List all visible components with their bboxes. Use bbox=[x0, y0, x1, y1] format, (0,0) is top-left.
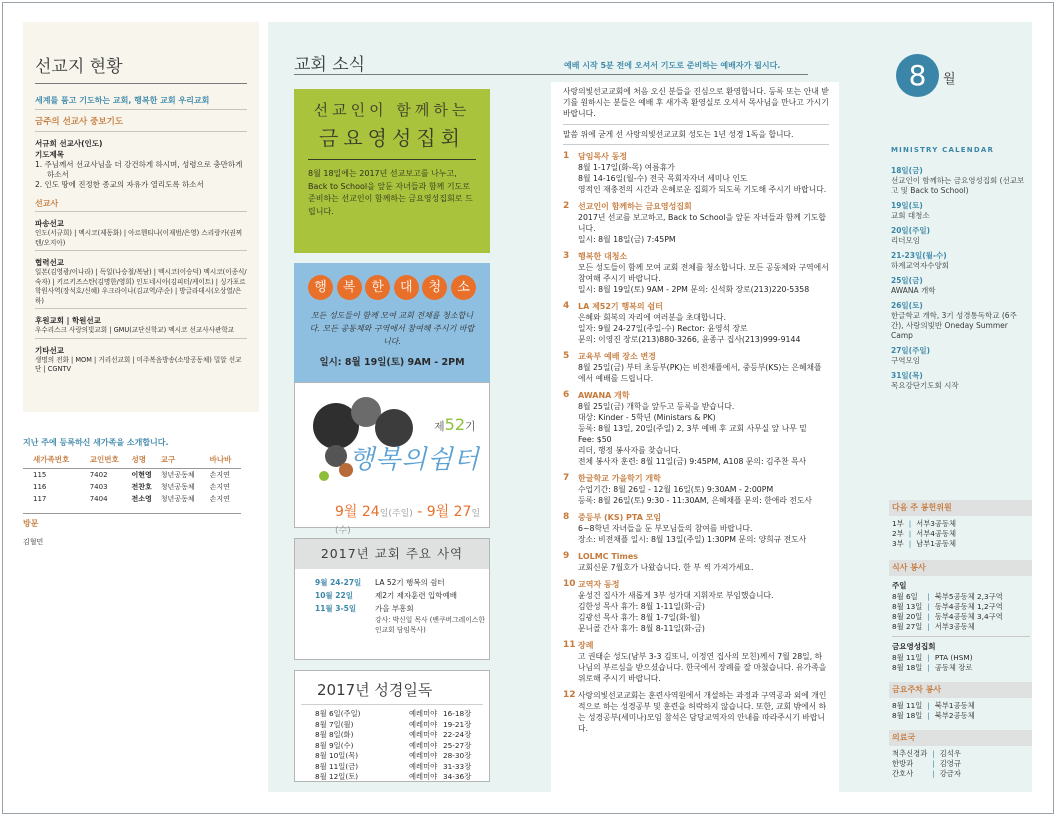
table-cell: 간호사 bbox=[892, 769, 914, 778]
table-cell: 8월 18일 bbox=[892, 711, 923, 720]
welcome-text: 사랑의빛선교교회에 처음 오신 분들을 진심으로 환영합니다. 등록 또는 안내 받기를 원하시는 분들은 예배 후 새가족 환영실로 오셔서 목사님을 만나고 가시기 바랍니다. bbox=[563, 86, 829, 125]
separator: | bbox=[927, 592, 930, 601]
table-cell: 서부4공동체 bbox=[916, 529, 957, 538]
table-cell: 8월 7일(월) bbox=[315, 719, 354, 729]
announcement-body bbox=[578, 390, 829, 467]
table-cell: 서부3공동체 bbox=[934, 622, 975, 631]
table-row bbox=[892, 653, 973, 663]
edition-suffix: 기 bbox=[465, 420, 476, 433]
date-dash: - bbox=[412, 504, 427, 520]
table-cell: 이현영 bbox=[131, 471, 152, 479]
table-row bbox=[315, 762, 471, 773]
month-suffix: 월 bbox=[943, 72, 956, 87]
calendar-event-date: 27일(주일) bbox=[891, 346, 931, 355]
table-cell: 김석우 bbox=[939, 749, 961, 758]
end-day: 일(수) bbox=[335, 509, 481, 536]
offering-table bbox=[892, 519, 956, 549]
medical-title: 의료국 bbox=[889, 730, 1032, 746]
separator: | bbox=[927, 612, 930, 621]
announcement-number: 7 bbox=[563, 473, 570, 483]
event-text: 가을 부흥회 bbox=[375, 604, 414, 613]
heading-char: 행 bbox=[308, 275, 333, 300]
end-date: 9월 27 bbox=[426, 504, 472, 520]
region-name: 후원교회 | 학원선교 bbox=[35, 316, 101, 325]
event-text: 제2기 제자훈련 입학예배 bbox=[375, 591, 457, 600]
separator: | bbox=[908, 529, 912, 538]
announcement-text: 8월 1-17일(화-목) 여름휴가 8월 14-16일(월-수) 전국 목회자자녀 세미나 인도 영적인 재충전의 시간과 은혜로운 집회가 되도록 기도해 주시기 바랍니다. bbox=[578, 163, 827, 194]
table-cell: 동부4공동체 3,4구역 bbox=[934, 612, 1003, 621]
table-cell: 예레미야 bbox=[409, 772, 438, 781]
announcement-text: 윤성건 집사가 새롭게 3부 성가대 지휘자로 부임했습니다. 김한성 목사 휴가: 8월 1-11일(화-금) 김광선 목사 휴가: 8월 1-7일(화-월) 문니콜 간사 휴가: 8월 8-11일(화-금) bbox=[578, 591, 774, 633]
announcement-body bbox=[578, 201, 829, 245]
calendar-label: MINISTRY CALENDAR bbox=[891, 146, 995, 154]
edition-prefix: 제 bbox=[434, 420, 445, 433]
announcement-title: 교역자 동정 bbox=[578, 580, 620, 589]
parking-title: 금요주차 봉사 bbox=[889, 682, 1032, 698]
table-row bbox=[23, 493, 241, 505]
new-family-title: 지난 주에 등록하신 새가족을 소개합니다. bbox=[23, 438, 169, 447]
featured-missionary-name: 서규희 선교사(인도) bbox=[35, 139, 103, 148]
medical-table bbox=[892, 749, 961, 779]
region-items: 생명의 전화 | MOM | 거리선교회 | 미주복음방송(소망공동체) 밀알 선교단 | CGNTV bbox=[35, 355, 242, 373]
table-cell: 7404 bbox=[89, 495, 108, 503]
month-badge: 8 bbox=[896, 54, 939, 97]
announcement-text: 고 권태순 성도(남부 3-3 김또니, 이정연 집사의 모친)께서 7월 28일, 하나님의 부르심을 받으셨습니다. 한국에서 장례를 잘 마쳤습니다. 유가족을 위로해 주시기 바랍니다. bbox=[578, 652, 827, 683]
parking-service bbox=[889, 682, 1032, 725]
announcement-title: 행복한 대청소 bbox=[578, 252, 628, 261]
table-row bbox=[23, 469, 241, 482]
revival-heading-line2: 금요영성집회 bbox=[308, 122, 476, 160]
table-cell: 8월 11일 bbox=[892, 653, 923, 662]
meal-sunday-label: 주일 bbox=[892, 581, 907, 590]
heading-char: 소 bbox=[451, 275, 476, 300]
separator: | bbox=[908, 539, 912, 548]
announcement-text: 2017년 선교를 보고하고, Back to School을 앞둔 자녀들과 함께 기도합니다. 일시: 8월 18일(금) 7:45PM bbox=[578, 213, 826, 244]
announcement-text: 은혜와 회복의 자리에 여러분을 초대합니다. 일자: 9월 24-27일(주일-수) Rector: 윤영석 장로 문의: 이영진 장로(213)880-3266, 윤종구 집사(213)999-9144 bbox=[578, 313, 801, 344]
announcement-item bbox=[563, 690, 829, 734]
featured-missionary-label: 금주의 선교사 중보기도 bbox=[35, 115, 247, 132]
table-row bbox=[315, 576, 489, 589]
separator: | bbox=[932, 759, 935, 768]
table-cell: 손지연 bbox=[209, 483, 230, 491]
prayer-label: 기도제목 bbox=[35, 150, 64, 159]
table-row bbox=[892, 711, 975, 721]
table-row bbox=[892, 539, 956, 549]
region-items: 일본(김영광/이나라) | 독일(나승철/복남) | 멕시코(이승덕) 멕시코(이종식/숙자) | 키르키즈스탄(김명한/영희) 인도네시아(김피터/케이트) | 싱가포르 학원사역(장석호/신혜) 우크라이나(김교역/주순) | 방글라데시(오상열/은하) bbox=[35, 268, 247, 309]
friday-revival-card bbox=[294, 89, 490, 253]
event-note: 강사: 박신일 목사 (밴쿠버그레이스한인교회 담임목사) bbox=[375, 616, 485, 634]
bible-reading-table bbox=[315, 709, 471, 783]
calendar-event-date: 21-23일(월-수) bbox=[891, 251, 947, 260]
table-cell: 1부 bbox=[892, 519, 904, 528]
meal-friday-label: 금요영성집회 bbox=[892, 642, 936, 651]
announcement-body bbox=[578, 151, 829, 195]
prayer-item: 2. 인도 땅에 진정한 종교의 자유가 열리도록 하소서 bbox=[35, 180, 204, 189]
calendar-event-date: 26일(토) bbox=[891, 301, 923, 310]
table-row bbox=[892, 602, 1003, 612]
table-row bbox=[315, 602, 489, 635]
event-date: 11월 3-5일 bbox=[315, 604, 357, 613]
calendar-event bbox=[891, 346, 1029, 366]
announcement-item bbox=[563, 473, 829, 506]
announcement-text: 사랑의빛선교교회는 훈련사역원에서 개설하는 과정과 구역공과 외에 개인적으로 하는 성경공부 및 훈련을 허락하지 않습니다. 또한, 교회 밖에서 하는 성경공부(세미나)모임 참석은 담당교역자의 안내를 따라주시기 바랍니다. bbox=[578, 691, 827, 733]
announcement-number: 11 bbox=[563, 640, 576, 650]
table-row bbox=[315, 751, 471, 762]
mission-title: 선교지 현황 bbox=[35, 22, 247, 84]
start-date: 9월 24 bbox=[335, 504, 380, 520]
announcement-text: 모든 성도들이 함께 모여 교회 전체를 청소합니다. 모든 공동체와 구역에서 참여해 주시기 바랍니다. 일시: 8월 19일(토) 9AM - 2PM 문의: 신석화 장로(213)220-5358 bbox=[578, 263, 829, 294]
table-row bbox=[892, 519, 956, 529]
announcement-body bbox=[578, 640, 829, 684]
announcement-title: 장례 bbox=[578, 641, 594, 650]
table-row bbox=[315, 730, 471, 741]
announcement-text: 8월 25일(금) 개학을 앞두고 등록을 받습니다. 대상: Kinder - 5학년 (Ministars & PK) 등록: 8월 13일, 20일(주일) 2, 3부 예배 후 교회 사무실 앞 나무 밑 Fee: $50 리더, 행정 봉사자를 찾습니다. 전체 봉사자 훈련: 8월 11일(금) 9:45PM, A108 문의: 김주찬 목사 bbox=[578, 402, 807, 466]
table-cell: 7403 bbox=[89, 483, 108, 491]
calendar-event-desc: 구역모임 bbox=[891, 356, 920, 365]
separator: | bbox=[927, 602, 930, 611]
cleaning-date: 일시: 8월 19일(토) 9AM - 2PM bbox=[319, 357, 465, 368]
announcement-title: AWANA 개학 bbox=[578, 391, 630, 400]
heading-char: 복 bbox=[337, 275, 362, 300]
announcement-title: 한글학교 가을학기 개학 bbox=[578, 474, 661, 483]
table-cell: 8월 27일 bbox=[892, 622, 923, 631]
table-cell: 청년공동체 bbox=[160, 495, 195, 503]
announcement-item bbox=[563, 251, 829, 295]
table-row bbox=[892, 592, 1003, 602]
meal-title: 식사 봉사 bbox=[889, 560, 1032, 576]
announcement-body bbox=[578, 251, 829, 295]
table-cell: 7402 bbox=[89, 471, 108, 479]
table-cell: 8월 6일(주일) bbox=[315, 709, 361, 718]
table-cell: 전소영 bbox=[131, 495, 152, 503]
table-cell: 전찬호 bbox=[131, 483, 152, 491]
announcement-number: 12 bbox=[563, 690, 576, 700]
announcement-number: 8 bbox=[563, 512, 570, 522]
table-cell: 북부2공동체 bbox=[934, 711, 975, 720]
table-cell: 예레미야 bbox=[409, 719, 438, 729]
table-cell: 서부3공동체 bbox=[916, 519, 957, 528]
column-header: 바나바 bbox=[210, 454, 241, 469]
separator: | bbox=[927, 653, 930, 662]
heading-char: 한 bbox=[365, 275, 390, 300]
table-row bbox=[892, 612, 1003, 622]
new-family-table bbox=[23, 454, 241, 505]
visit-label: 방문 bbox=[23, 513, 241, 529]
table-cell: 8월 11일 bbox=[892, 701, 923, 710]
table-cell: 예레미야 bbox=[409, 740, 438, 750]
separator: | bbox=[932, 769, 935, 778]
table-cell: 김영규 bbox=[939, 759, 961, 768]
event-date: 9월 24-27일 bbox=[315, 578, 362, 587]
table-cell: 2부 bbox=[892, 529, 904, 538]
table-cell: 8월 20일 bbox=[892, 612, 923, 621]
shelter-logo: 행복의쉼터 bbox=[349, 445, 480, 475]
announcement-title: LA 제52기 행복의 쉼터 bbox=[578, 302, 663, 311]
table-row bbox=[315, 741, 471, 752]
announcement-title: 중등부 (KS) PTA 모임 bbox=[578, 513, 662, 522]
announcement-item bbox=[563, 351, 829, 384]
revival-heading-line1: 선교인이 함께하는 bbox=[313, 101, 471, 119]
table-cell: 34-36장 bbox=[443, 772, 472, 781]
separator: | bbox=[927, 622, 930, 631]
region-name: 협력선교 bbox=[35, 258, 64, 267]
key-ministries-card bbox=[294, 538, 490, 660]
news-title: 교회 소식 bbox=[294, 55, 366, 75]
announcement-item bbox=[563, 579, 829, 634]
news-panel bbox=[268, 22, 1032, 792]
key-ministries-table bbox=[315, 576, 489, 635]
announcement-number: 1 bbox=[563, 151, 570, 161]
announcement-item bbox=[563, 640, 829, 684]
column-header: 성명 bbox=[132, 454, 161, 469]
meal-friday-table bbox=[892, 653, 973, 673]
table-cell: 28-30장 bbox=[443, 751, 472, 760]
announcement-number: 5 bbox=[563, 351, 570, 361]
calendar-event bbox=[891, 251, 1029, 271]
table-cell: 8월 6일 bbox=[892, 592, 918, 601]
table-cell: 116 bbox=[33, 483, 47, 491]
calendar-event-date: 31일(목) bbox=[891, 371, 923, 380]
table-cell: 8월 18일 bbox=[892, 663, 923, 672]
calendar-event-desc: 교회 대청소 bbox=[891, 211, 930, 220]
start-day: 일(주일) bbox=[379, 509, 413, 519]
meal-service bbox=[889, 560, 1032, 677]
bible-reading-card bbox=[294, 670, 490, 782]
table-row bbox=[892, 701, 975, 711]
announcement-title: LOLMC Times bbox=[578, 552, 639, 561]
parking-table bbox=[892, 701, 975, 721]
region-items: 인도(서규희) | 멕시코(제동화) | 아르헨티나(이재범/은영) 스리랑카(권찌텐/오지아) bbox=[35, 229, 247, 251]
calendar-event bbox=[891, 276, 1029, 296]
column-header: 교인번호 bbox=[90, 454, 132, 469]
calendar-event-desc: 하계교역자수양회 bbox=[891, 261, 949, 270]
missionaries-label: 선교사 bbox=[35, 198, 247, 212]
calendar-event bbox=[891, 226, 1029, 246]
calendar-event-date: 18일(금) bbox=[891, 166, 923, 175]
table-cell: 115 bbox=[33, 471, 47, 479]
announcement-item bbox=[563, 551, 829, 573]
table-row bbox=[892, 769, 961, 779]
table-cell: 북부1공동체 bbox=[934, 701, 975, 710]
table-cell: 척추신경과 bbox=[892, 749, 928, 758]
announcement-body bbox=[578, 551, 829, 573]
table-cell: 북부5공동체 2,3구역 bbox=[934, 592, 1003, 601]
announcement-text: 교회신문 7월호가 나왔습니다. 한 부 씩 가져가세요. bbox=[578, 563, 754, 572]
table-cell: 손지연 bbox=[209, 495, 230, 503]
announcement-title: 담임목사 동정 bbox=[578, 152, 628, 161]
table-cell: 8월 11일(금) bbox=[315, 761, 359, 771]
table-cell: 한방과 bbox=[892, 759, 914, 768]
table-row bbox=[892, 622, 1003, 632]
table-cell: 손지연 bbox=[209, 471, 230, 479]
cleaning-heading bbox=[308, 275, 476, 300]
table-cell: 3부 bbox=[892, 539, 904, 548]
separator: | bbox=[927, 701, 930, 710]
announcement-title: 선교인이 함께하는 금요영성집회 bbox=[578, 202, 692, 211]
shelter-edition bbox=[434, 415, 476, 434]
table-cell: 예레미야 bbox=[409, 751, 438, 760]
table-cell: 예레미야 bbox=[409, 761, 438, 771]
announcement-body bbox=[578, 690, 829, 734]
table-row bbox=[892, 529, 956, 539]
table-cell: 동부4공동체 1,2구역 bbox=[934, 602, 1003, 611]
table-cell: 8월 12일(토) bbox=[315, 772, 359, 781]
table-cell: 공동체 장로 bbox=[934, 663, 973, 672]
separator: | bbox=[927, 663, 930, 672]
table-row bbox=[892, 749, 961, 759]
offering-committee bbox=[889, 500, 1032, 553]
medical-team bbox=[889, 730, 1032, 783]
table-row bbox=[315, 589, 489, 602]
calendar-event-date: 20일(주일) bbox=[891, 226, 931, 235]
region-name: 기타선교 bbox=[35, 345, 64, 355]
table-cell: 8월 8일(화) bbox=[315, 730, 354, 739]
shelter-dates bbox=[335, 501, 489, 537]
prayer-list bbox=[35, 160, 247, 190]
announcement-body bbox=[578, 512, 829, 545]
announcement-number: 2 bbox=[563, 201, 570, 211]
calendar-event-desc: 목요강단기도회 시작 bbox=[891, 381, 959, 390]
table-cell: 청년공동체 bbox=[160, 483, 195, 491]
announcement-number: 10 bbox=[563, 579, 576, 589]
offering-title: 다음 주 봉헌위원 bbox=[889, 500, 1032, 516]
announcement-item bbox=[563, 301, 829, 345]
announcement-body bbox=[578, 351, 829, 384]
calendar-event-date: 19일(토) bbox=[891, 201, 923, 210]
table-row bbox=[315, 720, 471, 731]
announcement-item bbox=[563, 390, 829, 467]
bible-goal-text: 말씀 위에 굳게 선 사랑의빛선교교회 성도는 1년 성경 1독을 합니다. bbox=[563, 129, 829, 145]
table-cell: 청년공동체 bbox=[160, 471, 195, 479]
calendar-event bbox=[891, 201, 1029, 221]
table-cell: 남부1공동체 bbox=[916, 539, 957, 548]
announcement-item bbox=[563, 512, 829, 545]
table-row bbox=[315, 772, 471, 783]
announcement-text: 수업기간: 8월 26일 - 12월 16일(토) 9:30AM - 2:00PM 등록: 8월 26일(토) 9:30 - 11:30AM, 은혜채플 문의: 한애라 전도사 bbox=[578, 485, 812, 505]
calendar-event-desc: 리더모임 bbox=[891, 236, 920, 245]
table-cell: 31-33장 bbox=[443, 761, 472, 771]
revival-body: 8월 18일에는 2017년 선교보고를 나누고, Back to School을 앞둔 자녀들과 함께 기도로 준비하는 선교인이 함께하는 금요영성집회로 드립니다. bbox=[308, 169, 473, 216]
calendar-event-desc: 한글학교 개학, 3기 성경통독학교 (6주간), 사랑의빛반 Oneday Summer Camp bbox=[891, 311, 1017, 340]
bible-reading-title: 2017년 성경일독 bbox=[301, 671, 483, 705]
table-cell: 25-27장 bbox=[443, 740, 472, 750]
separator: | bbox=[932, 749, 935, 758]
table-row bbox=[892, 759, 961, 769]
announcement-title: 교육부 예배 장소 변경 bbox=[578, 352, 656, 361]
mission-section bbox=[23, 22, 259, 412]
table-cell: 예레미야 bbox=[409, 730, 438, 739]
announcement-body bbox=[578, 579, 829, 634]
table-cell: 117 bbox=[33, 495, 47, 503]
calendar-list bbox=[891, 166, 1029, 396]
region-name: 파송선교 bbox=[35, 219, 64, 228]
announcement-list bbox=[563, 151, 829, 734]
shelter-card bbox=[294, 382, 490, 536]
announcement-body bbox=[578, 473, 829, 506]
announcement-number: 4 bbox=[563, 301, 570, 311]
meal-sunday-table bbox=[892, 592, 1003, 632]
announcements bbox=[551, 82, 839, 798]
table-cell: 16-18장 bbox=[443, 709, 472, 718]
calendar-event-date: 25일(금) bbox=[891, 276, 923, 285]
announcement-text: 8월 25일(금) 부터 초등부(PK)는 비전채플에서, 중등부(KS)는 은혜채플에서 예배를 드립니다. bbox=[578, 363, 822, 383]
column-header: 새가족번호 bbox=[23, 454, 90, 469]
cleaning-body: 모든 성도들이 함께 모여 교회 전체를 청소합니다. 모든 공동체와 구역에서 참여해 주시기 바랍니다. bbox=[309, 311, 475, 346]
heading-char: 대 bbox=[394, 275, 419, 300]
announcement-body bbox=[578, 301, 829, 345]
calendar-event-desc: AWANA 개학 bbox=[891, 286, 936, 295]
announcement-item bbox=[563, 201, 829, 245]
edition-number: 52 bbox=[444, 415, 465, 434]
table-cell: PTA (HSM) bbox=[934, 653, 973, 662]
key-ministries-title: 2017년 교회 주요 사역 bbox=[295, 539, 489, 569]
new-family-section bbox=[23, 437, 259, 547]
event-date: 10월 22일 bbox=[315, 591, 353, 600]
separator: | bbox=[927, 711, 930, 720]
table-cell: 예레미야 bbox=[409, 709, 438, 718]
calendar-event-desc: 선교인이 함께하는 금요영성집회 (선교보고 및 Back to School) bbox=[891, 176, 1025, 195]
divider bbox=[294, 74, 808, 75]
announcement-number: 6 bbox=[563, 390, 570, 400]
announcement-item bbox=[563, 151, 829, 195]
table-cell: 강금자 bbox=[939, 769, 961, 778]
worship-motto: 예배 시작 5분 전에 오셔서 기도로 준비하는 예배자가 됩시다. bbox=[564, 61, 781, 70]
separator: | bbox=[908, 519, 912, 528]
visit-name: 김혈민 bbox=[23, 538, 44, 546]
divider bbox=[892, 636, 1030, 637]
event-text: LA 52기 행복의 쉼터 bbox=[375, 578, 445, 587]
table-row bbox=[892, 663, 973, 673]
cleaning-card bbox=[294, 263, 490, 390]
calendar-event bbox=[891, 166, 1029, 196]
table-cell: 19-21장 bbox=[443, 719, 472, 729]
prayer-item: 1. 주님께서 선교사님을 더 강건하게 하시며, 성령으로 충만하게 하소서 bbox=[35, 160, 243, 179]
announcement-number: 9 bbox=[563, 551, 570, 561]
calendar-event bbox=[891, 301, 1029, 341]
table-cell: 8월 10일(목) bbox=[315, 751, 359, 760]
heading-char: 청 bbox=[422, 275, 447, 300]
region-items: 우수리스크 사랑의빛교회 | GMU(교단신학교) 멕시코 선교사사관학교 bbox=[35, 326, 247, 339]
mission-tagline: 세계를 품고 기도하는 교회, 행복한 교회 우리교회 bbox=[35, 95, 247, 110]
table-cell: 22-24장 bbox=[443, 730, 472, 739]
announcement-number: 3 bbox=[563, 251, 570, 261]
table-row bbox=[23, 481, 241, 493]
table-row bbox=[315, 709, 471, 720]
announcement-text: 6~8학년 자녀들을 둔 부모님들의 참여를 바랍니다. 장소: 비전채플 일시: 8월 13일(주일) 1:30PM 문의: 양희규 전도사 bbox=[578, 524, 807, 544]
event-cell bbox=[375, 602, 489, 635]
table-cell: 8월 9일(수) bbox=[315, 740, 354, 750]
table-cell: 8월 13일 bbox=[892, 602, 923, 611]
photo-collage bbox=[319, 471, 329, 481]
column-header: 교구 bbox=[161, 454, 210, 469]
calendar-event bbox=[891, 371, 1029, 391]
